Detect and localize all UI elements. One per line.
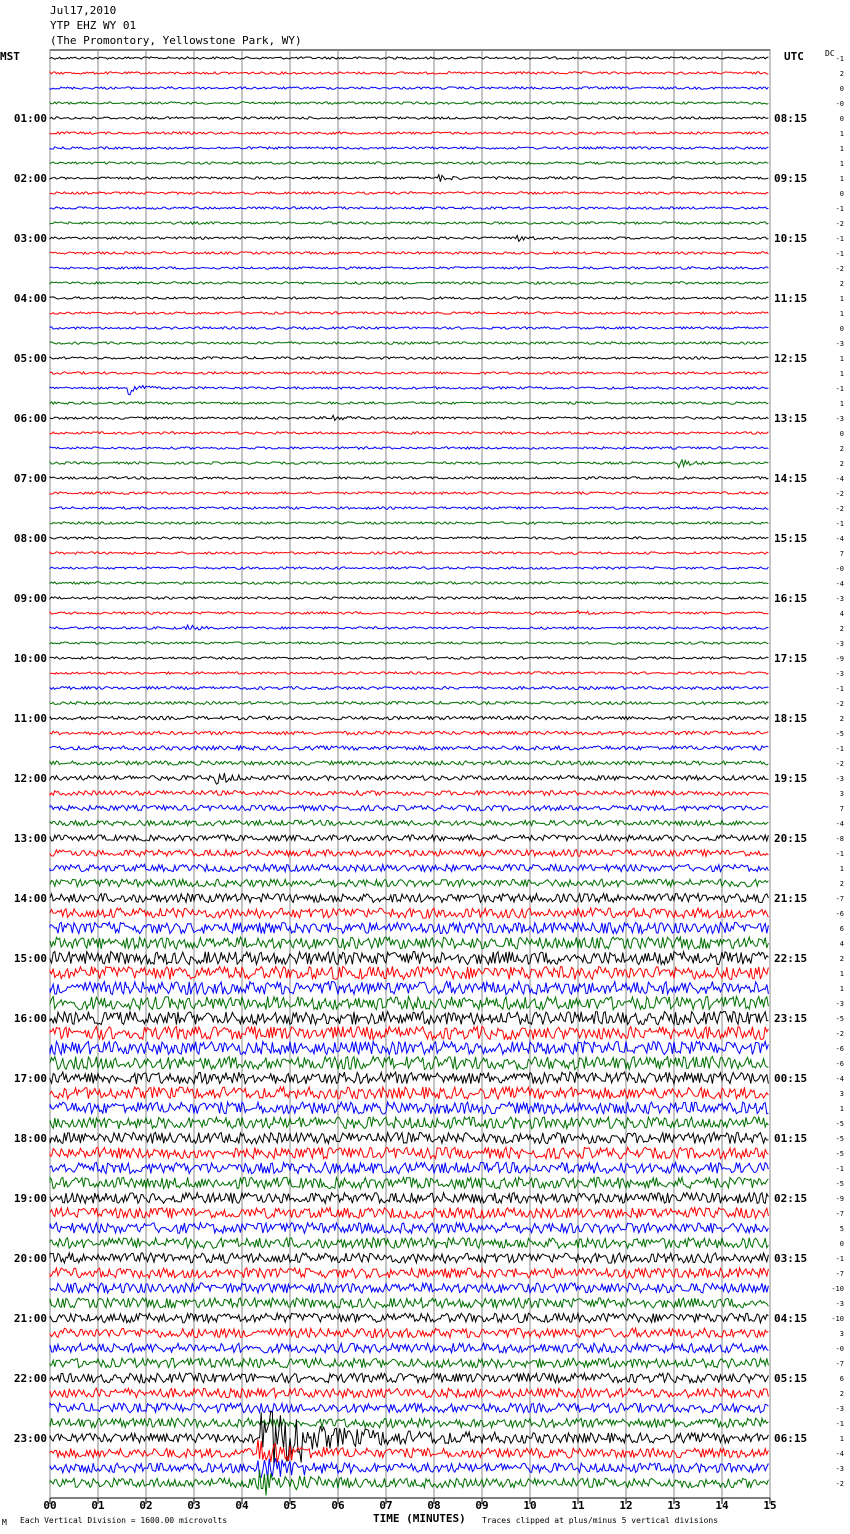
trace-line [50, 1403, 768, 1413]
mst-hour-label: 09:00 [13, 592, 47, 605]
utc-hour-label: 17:15 [774, 652, 808, 665]
dc-offset-label: -2 [835, 265, 844, 273]
mst-hour-label: 17:00 [13, 1072, 47, 1085]
dc-offset-label: 3 [839, 790, 844, 798]
utc-hour-label: 00:15 [774, 1072, 808, 1085]
trace-line [50, 1011, 768, 1024]
dc-offset-label: 7 [839, 805, 844, 813]
trace-line [50, 147, 768, 149]
utc-hour-label: 05:15 [774, 1372, 808, 1385]
dc-offset-label: -6 [835, 910, 844, 918]
dc-offset-label: -2 [835, 505, 844, 513]
utc-hour-label: 10:15 [774, 232, 808, 245]
trace-line [50, 1208, 768, 1219]
trace-line [50, 402, 768, 404]
dc-offset-label: 2 [839, 1390, 844, 1398]
trace-line [50, 117, 768, 119]
dc-offset-label: -3 [835, 415, 844, 423]
dc-offset-label: -5 [835, 1015, 844, 1023]
mst-hour-label: 05:00 [13, 352, 47, 365]
dc-offset-label: -1 [835, 1420, 844, 1428]
dc-offset-label: 1 [839, 1435, 844, 1443]
dc-offset-label: 1 [839, 985, 844, 993]
dc-offset-label: -2 [835, 1480, 844, 1488]
mst-hour-label: 22:00 [13, 1372, 47, 1385]
dc-offset-label: -6 [835, 1060, 844, 1068]
dc-offset-label: 2 [839, 70, 844, 78]
trace-line [50, 716, 768, 720]
trace-line [50, 1056, 768, 1069]
trace-line [50, 102, 768, 104]
trace-line [50, 132, 768, 134]
dc-offset-label: 1 [839, 355, 844, 363]
dc-offset-label: -4 [835, 1075, 844, 1083]
x-tick-label: 07 [379, 1499, 393, 1512]
dc-offset-label: 4 [839, 940, 844, 948]
utc-hour-label: 20:15 [774, 832, 808, 845]
dc-offset-label: 7 [839, 550, 844, 558]
dc-label: DC [825, 49, 835, 58]
trace-line [50, 702, 768, 705]
dc-offset-label: 3 [839, 1090, 844, 1098]
trace-line [50, 267, 768, 269]
dc-offset-label: -1 [835, 235, 844, 243]
trace-line [50, 372, 768, 374]
trace-line [50, 207, 768, 209]
dc-offset-label: -10 [831, 1285, 844, 1293]
mst-hour-label: 14:00 [13, 892, 47, 905]
dc-offset-label: 2 [839, 460, 844, 468]
station-location: (The Promontory, Yellowstone Park, WY) [50, 34, 302, 47]
trace-line [50, 761, 768, 765]
x-tick-label: 03 [187, 1499, 201, 1512]
mst-hour-label: 02:00 [13, 172, 47, 185]
mst-hour-label: 06:00 [13, 412, 47, 425]
dc-offset-label: 1 [839, 970, 844, 978]
trace-line [50, 746, 768, 750]
x-tick-label: 01 [91, 1499, 105, 1512]
trace-line [50, 672, 768, 674]
mst-hour-label: 13:00 [13, 832, 47, 845]
utc-hour-label: 23:15 [774, 1012, 808, 1025]
dc-offset-label: 1 [839, 400, 844, 408]
dc-offset-label: 4 [839, 610, 844, 618]
dc-offset-label: 1 [839, 1105, 844, 1113]
x-tick-label: 08 [427, 1499, 441, 1512]
trace-line [50, 1418, 768, 1428]
trace-line [50, 1412, 768, 1467]
trace-line [50, 791, 768, 796]
corner-mark: M [2, 1518, 7, 1527]
scale-note: Each Vertical Division = 1600.00 microvolts [20, 1516, 228, 1525]
x-tick-label: 10 [523, 1499, 537, 1512]
dc-offset-label: -1 [835, 205, 844, 213]
mst-hour-label: 08:00 [13, 532, 47, 545]
utc-hour-label: 19:15 [774, 772, 808, 785]
dc-offset-label: -9 [835, 655, 844, 663]
dc-offset-label: -5 [835, 1120, 844, 1128]
dc-offset-label: -3 [835, 1300, 844, 1308]
trace-line [50, 1162, 768, 1173]
trace-line [50, 687, 768, 690]
trace-line [50, 297, 768, 299]
dc-offset-label: 0 [839, 1240, 844, 1248]
mst-hour-label: 18:00 [13, 1132, 47, 1145]
trace-line [50, 252, 768, 254]
trace-line [50, 1087, 768, 1099]
dc-offset-label: 0 [839, 190, 844, 198]
dc-offset-label: -1 [835, 850, 844, 858]
trace-line [50, 1117, 768, 1129]
trace-line [50, 835, 768, 841]
trace-line [50, 864, 768, 871]
trace-line [50, 282, 768, 284]
trace-line [50, 731, 768, 735]
dc-offset-label: -0 [835, 100, 844, 108]
dc-offset-label: -0 [835, 565, 844, 573]
dc-offset-label: -7 [835, 1270, 844, 1278]
trace-line [50, 1358, 768, 1368]
plot-date: Jul17,2010 [50, 4, 117, 17]
dc-offset-label: 6 [839, 1375, 844, 1383]
mst-hour-label: 16:00 [13, 1012, 47, 1025]
utc-hour-label: 14:15 [774, 472, 808, 485]
trace-line [50, 72, 768, 74]
mst-axis-label: MST [0, 50, 20, 63]
trace-line [50, 1373, 768, 1383]
dc-offset-label: -6 [835, 1045, 844, 1053]
dc-offset-label: -9 [835, 1195, 844, 1203]
trace-line [50, 1388, 768, 1398]
trace-line [50, 312, 768, 314]
utc-hour-label: 04:15 [774, 1312, 808, 1325]
mst-hour-label: 15:00 [13, 952, 47, 965]
trace-line [50, 805, 768, 810]
x-tick-label: 12 [619, 1499, 633, 1512]
utc-hour-label: 08:15 [774, 112, 808, 125]
dc-offset-label: -5 [835, 1180, 844, 1188]
dc-offset-label: -1 [835, 55, 844, 63]
trace-line [50, 386, 768, 395]
dc-offset-label: -5 [835, 1135, 844, 1143]
utc-hour-label: 22:15 [774, 952, 808, 965]
trace-line [50, 952, 768, 965]
dc-offset-label: -10 [831, 1315, 844, 1323]
dc-offset-label: -4 [835, 535, 844, 543]
plot-frame [50, 50, 770, 1498]
dc-offset-label: -3 [835, 775, 844, 783]
x-tick-label: 00 [43, 1499, 57, 1512]
trace-line [50, 1470, 768, 1496]
trace-line [50, 1283, 768, 1293]
dc-offset-label: -3 [835, 1465, 844, 1473]
trace-line [50, 87, 768, 89]
trace-line [50, 597, 768, 599]
trace-line [50, 773, 768, 784]
dc-offset-label: -1 [835, 520, 844, 528]
utc-hour-label: 11:15 [774, 292, 808, 305]
trace-line [50, 820, 768, 825]
dc-offset-label: -1 [835, 1255, 844, 1263]
trace-line [50, 460, 768, 468]
trace-line [50, 1313, 768, 1323]
trace-line [50, 879, 768, 887]
dc-offset-label: 0 [839, 325, 844, 333]
dc-offset-label: -3 [835, 595, 844, 603]
trace-line [50, 327, 768, 329]
dc-offset-label: 1 [839, 160, 844, 168]
trace-line [50, 1343, 768, 1353]
dc-offset-label: -7 [835, 1360, 844, 1368]
trace-line [50, 492, 768, 494]
dc-offset-label: 1 [839, 295, 844, 303]
trace-line [50, 567, 768, 569]
trace-line [50, 894, 768, 903]
dc-offset-label: 1 [839, 865, 844, 873]
utc-hour-label: 15:15 [774, 532, 808, 545]
utc-hour-label: 09:15 [774, 172, 808, 185]
dc-offset-label: 1 [839, 130, 844, 138]
dc-offset-label: -5 [835, 1150, 844, 1158]
dc-offset-label: -3 [835, 670, 844, 678]
dc-offset-label: 2 [839, 715, 844, 723]
dc-offset-label: -2 [835, 490, 844, 498]
dc-offset-label: -1 [835, 385, 844, 393]
x-tick-label: 13 [667, 1499, 681, 1512]
mst-hour-label: 10:00 [13, 652, 47, 665]
utc-hour-label: 03:15 [774, 1252, 808, 1265]
trace-line [50, 447, 768, 449]
dc-offset-label: 0 [839, 115, 844, 123]
mst-hour-label: 20:00 [13, 1252, 47, 1265]
dc-offset-label: 3 [839, 1330, 844, 1338]
mst-hour-label: 12:00 [13, 772, 47, 785]
trace-line [50, 610, 768, 614]
mst-hour-label: 07:00 [13, 472, 47, 485]
trace-line [50, 1132, 768, 1143]
trace-line [50, 1102, 768, 1114]
trace-line [50, 1328, 768, 1338]
dc-offset-label: 0 [839, 85, 844, 93]
x-axis-title: TIME (MINUTES) [373, 1512, 466, 1525]
dc-offset-label: -2 [835, 1030, 844, 1038]
trace-line [50, 537, 768, 539]
utc-hour-label: 18:15 [774, 712, 808, 725]
utc-hour-label: 16:15 [774, 592, 808, 605]
dc-offset-label: 6 [839, 925, 844, 933]
trace-line [50, 966, 768, 979]
x-tick-label: 11 [571, 1499, 585, 1512]
trace-line [50, 357, 768, 359]
trace-line [50, 57, 768, 59]
trace-line [50, 1298, 768, 1308]
trace-line [50, 507, 768, 509]
mst-hour-label: 23:00 [13, 1432, 47, 1445]
trace-line [50, 1223, 768, 1234]
dc-offset-label: 2 [839, 445, 844, 453]
trace-line [50, 1177, 768, 1188]
trace-line [50, 981, 768, 994]
trace-line [50, 850, 768, 857]
dc-offset-label: -8 [835, 835, 844, 843]
trace-line [50, 162, 768, 164]
trace-line [50, 1268, 768, 1278]
x-tick-label: 06 [331, 1499, 345, 1512]
trace-line [50, 192, 768, 194]
dc-offset-label: -7 [835, 895, 844, 903]
dc-offset-label: -1 [835, 1165, 844, 1173]
dc-offset-label: -7 [835, 1210, 844, 1218]
trace-line [50, 657, 768, 659]
dc-offset-label: -3 [835, 340, 844, 348]
mst-hour-label: 21:00 [13, 1312, 47, 1325]
trace-line [50, 522, 768, 524]
dc-offset-label: -2 [835, 760, 844, 768]
trace-line [50, 552, 768, 554]
trace-line [50, 1439, 768, 1462]
trace-line [50, 937, 768, 949]
trace-line [50, 222, 768, 224]
dc-offset-label: -2 [835, 700, 844, 708]
x-tick-label: 05 [283, 1499, 297, 1512]
utc-hour-label: 06:15 [774, 1432, 808, 1445]
trace-line [50, 1253, 768, 1263]
x-tick-label: 09 [475, 1499, 489, 1512]
dc-offset-label: 1 [839, 175, 844, 183]
dc-offset-label: 1 [839, 370, 844, 378]
trace-line [50, 432, 768, 434]
dc-offset-label: -3 [835, 1405, 844, 1413]
utc-hour-label: 21:15 [774, 892, 808, 905]
dc-offset-label: 2 [839, 625, 844, 633]
dc-offset-label: 5 [839, 1225, 844, 1233]
trace-line [50, 1026, 768, 1039]
mst-hour-label: 04:00 [13, 292, 47, 305]
dc-offset-label: -5 [835, 730, 844, 738]
dc-offset-label: -1 [835, 685, 844, 693]
trace-line [50, 342, 768, 344]
trace-line [50, 415, 768, 420]
trace-line [50, 1193, 768, 1204]
trace-line [50, 996, 768, 1009]
mst-hour-label: 03:00 [13, 232, 47, 245]
utc-hour-label: 13:15 [774, 412, 808, 425]
utc-hour-label: 02:15 [774, 1192, 808, 1205]
trace-line [50, 642, 768, 644]
dc-offset-label: 2 [839, 280, 844, 288]
dc-offset-label: -4 [835, 1450, 844, 1458]
trace-line [50, 236, 768, 242]
clip-note: Traces clipped at plus/minus 5 vertical divisions [482, 1516, 719, 1525]
trace-line [50, 1147, 768, 1158]
dc-offset-label: -4 [835, 580, 844, 588]
trace-line [50, 1072, 768, 1084]
mst-hour-label: 19:00 [13, 1192, 47, 1205]
station-code: YTP EHZ WY 01 [50, 19, 137, 32]
dc-offset-label: -4 [835, 475, 844, 483]
trace-line [50, 908, 768, 918]
dc-offset-label: -1 [835, 745, 844, 753]
mst-hour-label: 01:00 [13, 112, 47, 125]
dc-offset-label: 0 [839, 430, 844, 438]
dc-offset-label: 2 [839, 880, 844, 888]
trace-line [50, 1238, 768, 1249]
dc-offset-label: -4 [835, 820, 844, 828]
dc-offset-label: 1 [839, 145, 844, 153]
dc-offset-label: -0 [835, 1345, 844, 1353]
trace-line [50, 625, 768, 630]
x-tick-label: 14 [715, 1499, 729, 1512]
trace-line [50, 175, 768, 182]
trace-line [50, 922, 768, 933]
trace-line [50, 1041, 768, 1054]
utc-axis-label: UTC [784, 50, 804, 63]
dc-offset-label: -3 [835, 640, 844, 648]
dc-offset-label: -3 [835, 1000, 844, 1008]
trace-line [50, 582, 768, 584]
dc-offset-label: 2 [839, 955, 844, 963]
utc-hour-label: 12:15 [774, 352, 808, 365]
dc-offset-label: -2 [835, 220, 844, 228]
x-tick-label: 15 [763, 1499, 777, 1512]
x-tick-label: 02 [139, 1499, 153, 1512]
x-tick-label: 04 [235, 1499, 249, 1512]
trace-line [50, 1458, 768, 1478]
utc-hour-label: 01:15 [774, 1132, 808, 1145]
mst-hour-label: 11:00 [13, 712, 47, 725]
dc-offset-label: -1 [835, 250, 844, 258]
trace-line [50, 477, 768, 479]
dc-offset-label: 1 [839, 310, 844, 318]
